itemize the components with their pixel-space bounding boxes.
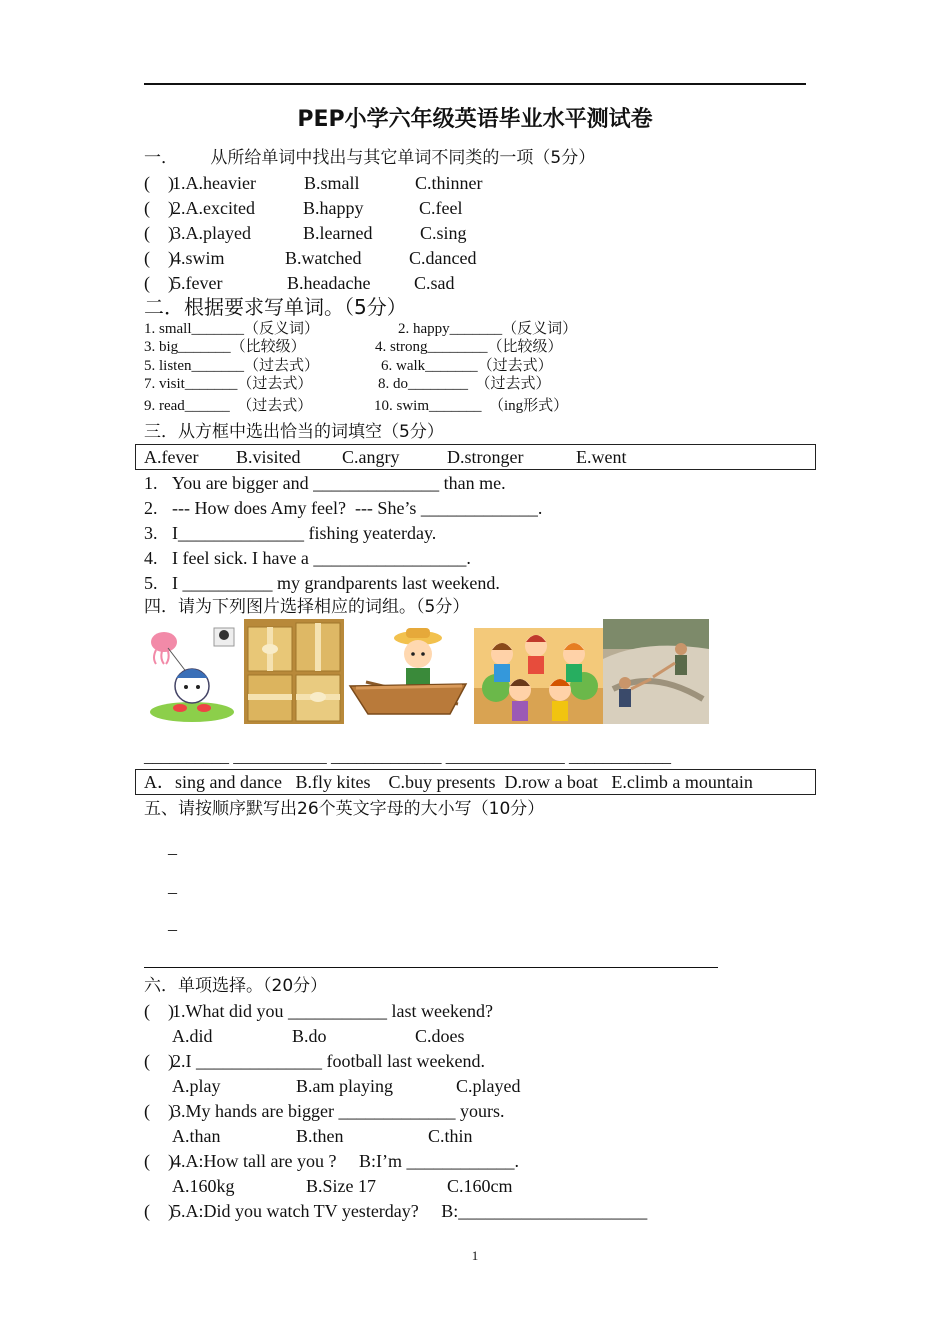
word-option: C.angry [342,447,400,467]
fill-sentence: I______________ fishing yeaterday. [172,523,437,543]
question-text: 3.A.played [172,223,251,243]
question-text: 2.A.excited [172,198,255,218]
option-c: C.thinner [415,173,483,193]
section1-heading: 一． 从所给单词中找出与其它单词不同类的一项（5分） [144,148,596,168]
option-a: A.did [172,1026,213,1046]
option-c: C.feel [419,198,463,218]
page-title: PEP小学六年级英语毕业水平测试卷 [297,107,653,132]
word-task: 3. big_______（比较级） [144,339,306,355]
section5-heading: 五、请按顺序默写出26个英文字母的大小写（10分） [144,799,545,819]
answer-bracket[interactable]: ( ) [144,198,174,218]
word-task: 1. small_______（反义词） [144,321,319,337]
top-rule [144,83,806,85]
option-c: C.thin [428,1126,473,1146]
word-task: 10. swim_______ （ing形式） [374,398,569,414]
kids-dancing-picture [474,628,604,724]
option-c: C.does [415,1026,465,1046]
section3-heading: 三．从方框中选出恰当的词填空（5分） [144,422,444,442]
word-task: 8. do________ （过去式） [378,376,551,392]
word-option: B.visited [236,447,301,467]
gift-boxes-picture [244,619,344,724]
option-b: B.do [292,1026,327,1046]
option-a: A.than [172,1126,221,1146]
writing-line-marker: – [168,919,177,939]
option-b: B.learned [303,223,373,243]
word-option: D.stronger [447,447,524,467]
word-task: 6. walk_______（过去式） [381,358,553,374]
word-task: 9. read______ （过去式） [144,398,313,414]
option-a: A.play [172,1076,221,1096]
answer-bracket[interactable]: ( ) [144,1151,174,1171]
mountain-climbing-picture [603,619,709,724]
question-text: 2.I ______________ football last weekend. [172,1051,485,1071]
option-b: B.Size 17 [306,1176,376,1196]
option-a: A.160kg [172,1176,235,1196]
answer-bracket[interactable]: ( ) [144,273,174,293]
page-number: 1 [471,1248,479,1263]
item-number: 4. [144,548,158,568]
writing-rule[interactable] [144,967,718,968]
fill-sentence: I feel sick. I have a _________________. [172,548,471,568]
section4-heading: 四．请为下列图片选择相应的词组。（5分） [144,597,470,617]
option-c: C.danced [409,248,477,268]
answer-bracket[interactable]: ( ) [144,173,174,193]
boy-rowing-picture [346,624,470,724]
question-text: 5.A:Did you watch TV yesterday? B:_____________________ [172,1201,648,1221]
word-task: 4. strong________（比较级） [375,339,563,355]
question-text: 4.A:How tall are you ? B:I’m ____________. [172,1151,519,1171]
question-text: 4.swim [172,248,225,268]
word-task: 5. listen_______（过去式） [144,358,319,374]
writing-line-marker: – [168,882,177,902]
option-c: C.played [456,1076,521,1096]
option-c: C.160cm [447,1176,513,1196]
fill-sentence: I __________ my grandparents last weekend. [172,573,500,593]
writing-line-marker: – [168,843,177,863]
question-text: 5.fever [172,273,223,293]
word-task: 7. visit_______（过去式） [144,376,313,392]
section2-heading: 二．根据要求写单词。（5分） [144,295,407,319]
answer-bracket[interactable]: ( ) [144,1001,174,1021]
phrase-bank-box [135,769,816,795]
answer-bracket[interactable]: ( ) [144,248,174,268]
answer-bracket[interactable]: ( ) [144,1101,174,1121]
word-bank-box [135,444,816,470]
phrase-options: A．sing and dance B.fly kites C.buy presents D.row a boat E.climb a mountain [144,772,753,792]
answer-bracket[interactable]: ( ) [144,1051,174,1071]
section6-heading: 六．单项选择。（20分） [144,976,328,996]
option-b: B.watched [285,248,362,268]
fill-sentence: --- How does Amy feel? --- She’s _____________. [172,498,543,518]
question-text: 3.My hands are bigger _____________ yours. [172,1101,505,1121]
word-option: A.fever [144,447,199,467]
fill-sentence: You are bigger and ______________ than me. [172,473,506,493]
option-c: C.sing [420,223,467,243]
option-c: C.sad [414,273,455,293]
question-text: 1.A.heavier [172,173,256,193]
word-option: E.went [576,447,627,467]
picture-answer-blanks[interactable]: __________ ___________ _____________ ______________ ____________ [144,747,671,766]
question-text: 1.What did you ___________ last weekend? [172,1001,493,1021]
option-b: B.then [296,1126,344,1146]
item-number: 2. [144,498,158,518]
item-number: 5. [144,573,158,593]
item-number: 1. [144,473,158,493]
word-task: 2. happy_______（反义词） [398,321,578,337]
answer-bracket[interactable]: ( ) [144,223,174,243]
item-number: 3. [144,523,158,543]
option-b: B.small [304,173,360,193]
option-b: B.headache [287,273,371,293]
option-b: B.am playing [296,1076,393,1096]
kite-flying-picture [144,620,240,724]
option-b: B.happy [303,198,364,218]
answer-bracket[interactable]: ( ) [144,1201,174,1221]
